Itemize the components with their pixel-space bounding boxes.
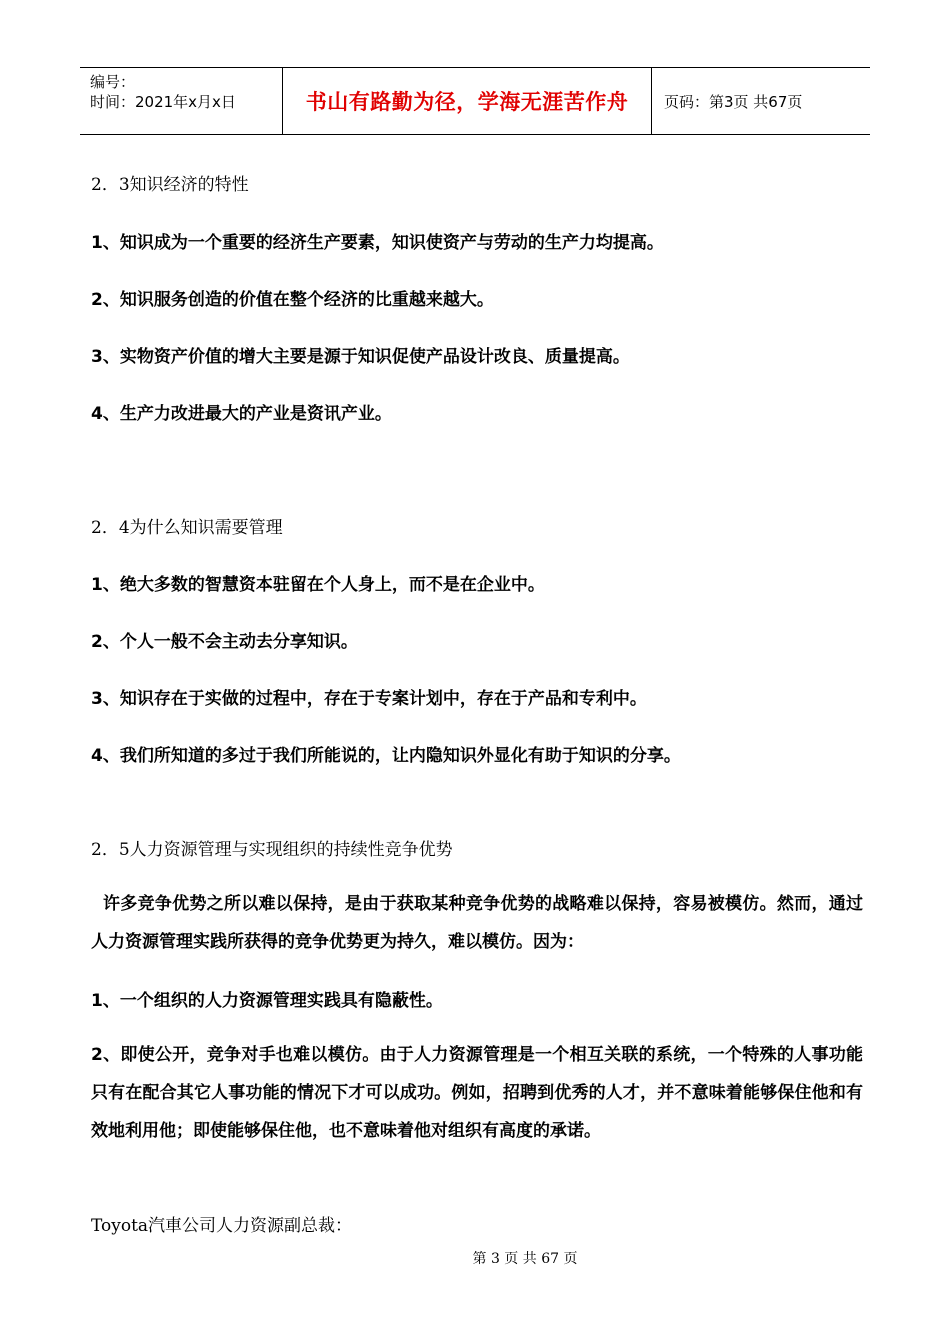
- section-2-3-item-3: 3、实物资产价值的增大主要是源于知识促使产品设计改良、质量提高。: [91, 347, 630, 367]
- section-2-3-title: 2．3知识经济的特性: [91, 175, 249, 195]
- document-time-label: 时间：2021年x月x日: [90, 93, 236, 111]
- section-2-5-intro: 许多竞争优势之所以难以保持，是由于获取某种竞争优势的战略难以保持，容易被模仿。然而，通过人力资源管理实践所获得的竞争优势更为持久，难以模仿。因为：: [91, 894, 863, 952]
- toyota-line: Toyota汽車公司人力资源副总裁：: [91, 1216, 353, 1236]
- section-2-4-item-2: 2、个人一般不会主动去分享知识。: [91, 632, 358, 652]
- header-motto: 书山有路勤为径，学海无涯苦作舟: [282, 68, 652, 134]
- section-2-3-item-4: 4、生产力改进最大的产业是资讯产业。: [91, 404, 392, 424]
- section-2-5-item-2: 2、即使公开，竞争对手也难以模仿。由于人力资源管理是一个相互关联的系统，一个特殊的人事功能只有在配合其它人事功能的情况下才可以成功。例如，招聘到优秀的人才，并不意味着能够保住他和有效地利用他；即使能够保住他，也不意味着他对组织有高度的承诺。: [91, 1045, 863, 1141]
- section-2-4-item-1: 1、绝大多数的智慧资本驻留在个人身上，而不是在企业中。: [91, 575, 545, 595]
- section-2-4-title: 2．4为什么知识需要管理: [91, 518, 283, 538]
- section-2-3-item-1: 1、知识成为一个重要的经济生产要素，知识使资产与劳动的生产力均提高。: [91, 233, 664, 253]
- section-2-5-item-1: 1、一个组织的人力资源管理实践具有隐蔽性。: [91, 991, 443, 1011]
- page-header: [80, 67, 870, 135]
- section-2-4-item-4: 4、我们所知道的多过于我们所能说的，让内隐知识外显化有助于知识的分享。: [91, 746, 681, 766]
- document-number-label: 编号：: [90, 73, 136, 91]
- header-meta: [90, 72, 236, 112]
- section-2-3-item-2: 2、知识服务创造的价值在整个经济的比重越来越大。: [91, 290, 494, 310]
- header-page-label: 页码：第3页 共67页: [664, 92, 803, 111]
- page-footer: 第 3 页 共 67 页: [472, 1251, 578, 1267]
- section-2-5-title: 2．5人力资源管理与实现组织的持续性竞争优势: [91, 840, 453, 860]
- section-2-4-item-3: 3、知识存在于实做的过程中，存在于专案计划中，存在于产品和专利中。: [91, 689, 647, 709]
